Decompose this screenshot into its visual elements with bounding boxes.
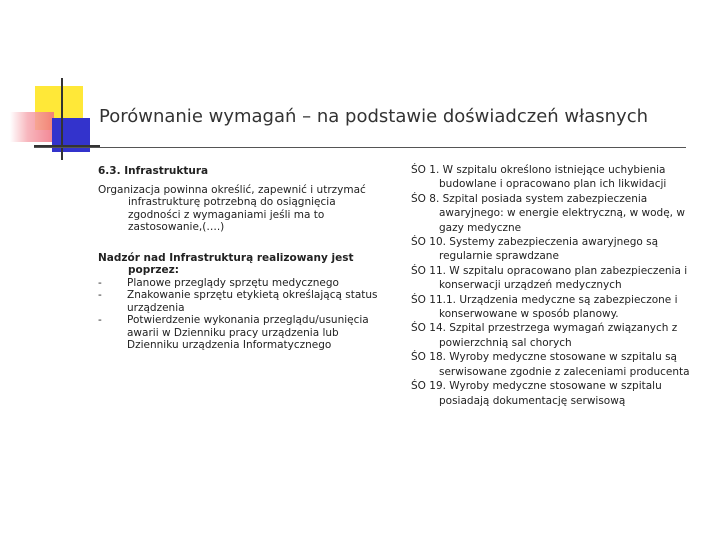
bullet-marker: - — [98, 314, 102, 326]
right-column — [411, 163, 701, 408]
title-underline — [34, 147, 686, 148]
standard-item: ŚO 19. Wyroby medyczne stosowane w szpitalu posiadają dokumentację serwisową — [411, 380, 662, 407]
slide-title: Porównanie wymagań – na podstawie doświadczeń własnych — [99, 106, 649, 127]
bullet-marker: - — [98, 289, 102, 301]
standard-item: ŚO 8. Szpital posiada system zabezpieczenia awaryjnego: w energie elektryczną, w wodę, w gazy medyczne — [411, 192, 685, 234]
list-item-text: Planowe przeglądy sprzętu medycznego — [127, 276, 339, 289]
standard-item: ŚO 11.1. Urządzenia medyczne są zabezpieczone i konserwowane w sposób planowy. — [411, 293, 678, 321]
standard-item: ŚO 18. Wyroby medyczne stosowane w szpitalu są serwisowane zgodnie z zaleceniami producenta — [411, 351, 690, 378]
standard-item: ŚO 14. Szpital przestrzega wymagań związanych z powierzchnią sal chorych — [411, 322, 678, 349]
supervision-list — [98, 277, 388, 352]
list-item-text: Potwierdzenie wykonania przeglądu/usunięcia awarii w Dzienniku pracy urządzenia lub Dzienniku urządzenia Informatycznego — [127, 314, 369, 351]
standard-item: ŚO 1. W szpitalu określono istniejące uchybienia budowlane i opracowano plan ich likwidacji — [411, 164, 667, 191]
list-item-text: Znakowanie sprzętu etykietą określającą status urządzenia — [127, 289, 378, 314]
list-item — [98, 289, 388, 314]
bullet-marker: - — [98, 276, 102, 289]
decor-red-gradient — [10, 112, 54, 142]
standard-item: ŚO 10. Systemy zabezpieczenia awaryjnego są regularnie sprawdzane — [411, 236, 659, 263]
list-item — [98, 277, 388, 290]
supervision-heading: Nadzór nad Infrastrukturą realizowany jest poprzez: — [98, 251, 354, 276]
section-paragraph: Organizacja powinna określić, zapewnić i utrzymać infrastrukturę potrzebną do osiągnięcia zgodności z wymaganiami jeśli ma to zastosowanie,(….) — [98, 183, 366, 233]
left-column — [98, 165, 388, 352]
standard-item: ŚO 11. W szpitalu opracowano plan zabezpieczenia i konserwacji urządzeń medycznych — [411, 264, 688, 292]
section-heading: 6.3. Infrastruktura — [98, 165, 209, 177]
list-item — [98, 314, 388, 352]
